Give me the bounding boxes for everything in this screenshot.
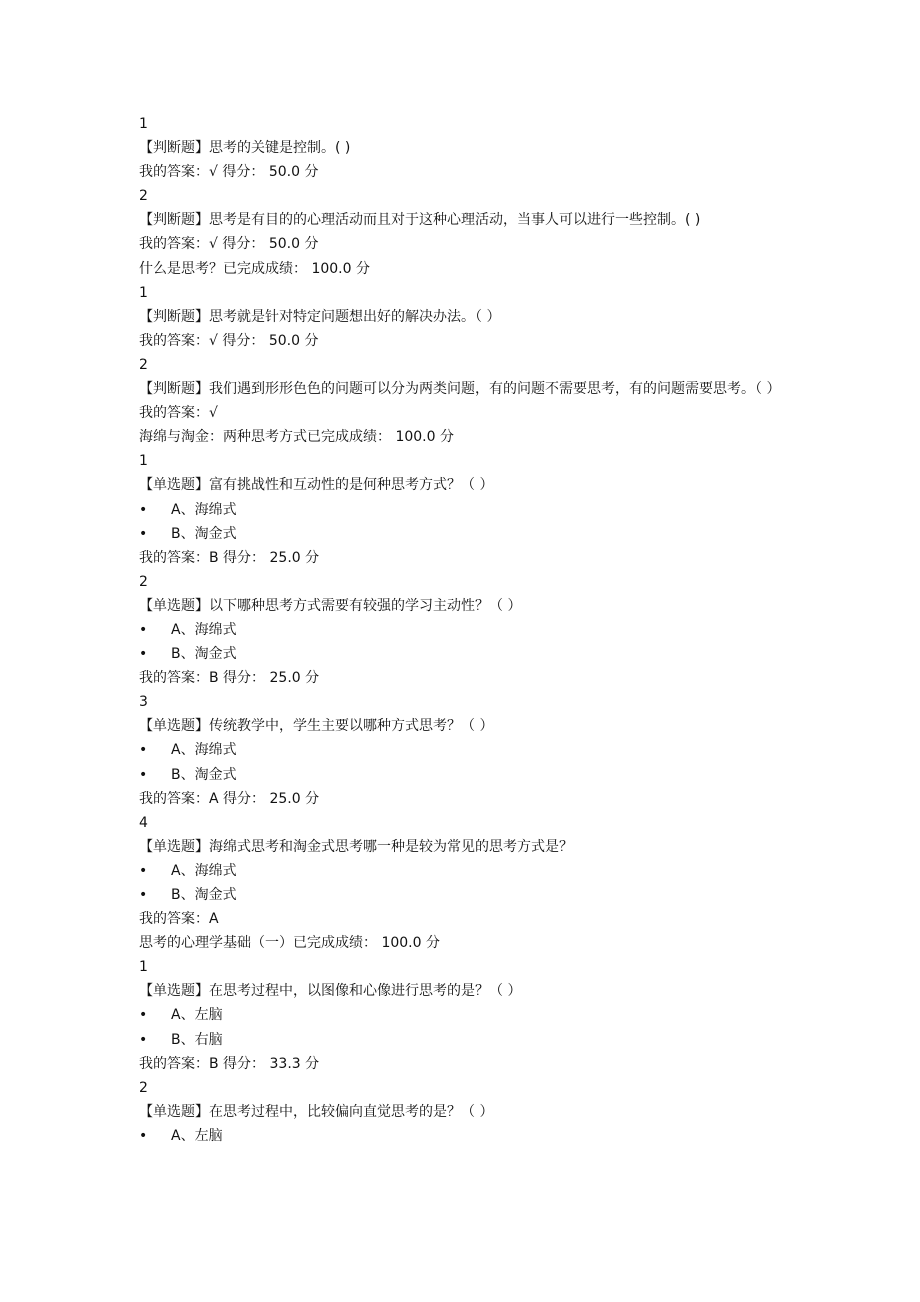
option-text: B、淘金式 — [171, 887, 237, 903]
section-heading: 海绵与淘金：两种思考方式已完成成绩： 100.0 分 — [139, 429, 454, 446]
answer-option — [139, 498, 799, 522]
question-number: 4 — [139, 814, 148, 831]
answer-option — [139, 763, 799, 787]
question-text: 【判断题】思考是有目的的心理活动而且对于这种心理活动，当事人可以进行一些控制。( ) — [139, 212, 701, 229]
my-answer: 我的答案：B 得分： 33.3 分 — [139, 1055, 320, 1072]
bullet-icon: • — [139, 621, 148, 638]
bullet-icon: • — [139, 501, 148, 518]
answer-option — [139, 883, 799, 907]
question-text: 【判断题】思考就是针对特定问题想出好的解决办法。（ ） — [139, 308, 501, 325]
option-text: B、淘金式 — [171, 766, 237, 783]
question-text: 【单选题】以下哪种思考方式需要有较强的学习主动性？（ ） — [139, 597, 522, 614]
question-text: 【单选题】在思考过程中，比较偏向直觉思考的是？（ ） — [139, 1103, 494, 1120]
my-answer: 我的答案：√ — [139, 405, 218, 422]
question-number: 1 — [139, 959, 148, 976]
option-text: A、左脑 — [171, 1007, 223, 1024]
question-number: 2 — [139, 356, 148, 373]
bullet-icon: • — [139, 766, 148, 783]
option-text: A、海绵式 — [171, 501, 237, 518]
bullet-icon: • — [139, 1031, 148, 1048]
my-answer: 我的答案：A — [139, 911, 219, 928]
option-text: A、海绵式 — [171, 621, 237, 638]
answer-option — [139, 859, 799, 883]
section-heading: 思考的心理学基础（一）已完成成绩： 100.0 分 — [139, 935, 440, 952]
my-answer: 我的答案：B 得分： 25.0 分 — [139, 549, 320, 566]
answer-option — [139, 738, 799, 762]
my-answer: 我的答案：A 得分： 25.0 分 — [139, 790, 320, 807]
option-text: B、淘金式 — [171, 646, 237, 663]
option-text: A、海绵式 — [171, 862, 237, 879]
bullet-icon: • — [139, 862, 148, 879]
question-text: 【单选题】富有挑战性和互动性的是何种思考方式？（ ） — [139, 477, 494, 494]
question-text: 【单选题】在思考过程中，以图像和心像进行思考的是？（ ） — [139, 983, 522, 1000]
answer-option — [139, 642, 799, 666]
my-answer: 我的答案：√ 得分： 50.0 分 — [139, 236, 319, 253]
option-text: B、右脑 — [171, 1031, 223, 1048]
answer-option — [139, 1028, 799, 1052]
question-number: 3 — [139, 694, 148, 711]
my-answer: 我的答案：√ 得分： 50.0 分 — [139, 332, 319, 349]
question-number: 1 — [139, 284, 148, 301]
question-text: 【单选题】海绵式思考和淘金式思考哪一种是较为常见的思考方式是？ — [139, 838, 573, 855]
answer-option — [139, 1124, 799, 1148]
question-number: 1 — [139, 453, 148, 470]
my-answer: 我的答案：B 得分： 25.0 分 — [139, 670, 320, 687]
question-number: 1 — [139, 116, 148, 132]
bullet-icon: • — [139, 525, 148, 542]
question-number: 2 — [139, 1079, 148, 1096]
document-body — [139, 112, 799, 1148]
question-number: 2 — [139, 188, 148, 205]
answer-option — [139, 1003, 799, 1027]
bullet-icon: • — [139, 742, 148, 759]
option-text: B、淘金式 — [171, 525, 237, 542]
bullet-icon: • — [139, 1127, 148, 1144]
option-text: A、左脑 — [171, 1127, 223, 1144]
question-text: 【判断题】思考的关键是控制。( ) — [139, 140, 351, 157]
my-answer: 我的答案：√ 得分： 50.0 分 — [139, 164, 319, 181]
question-number: 2 — [139, 573, 148, 590]
question-text: 【判断题】我们遇到形形色色的问题可以分为两类问题，有的问题不需要思考，有的问题需要思考。（ ） — [139, 381, 781, 398]
bullet-icon: • — [139, 887, 148, 903]
section-heading: 什么是思考？已完成成绩： 100.0 分 — [139, 260, 370, 277]
answer-option — [139, 618, 799, 642]
question-text: 【单选题】传统教学中，学生主要以哪种方式思考？（ ） — [139, 718, 494, 735]
answer-option — [139, 522, 799, 546]
bullet-icon: • — [139, 646, 148, 663]
bullet-icon: • — [139, 1007, 148, 1024]
option-text: A、海绵式 — [171, 742, 237, 759]
